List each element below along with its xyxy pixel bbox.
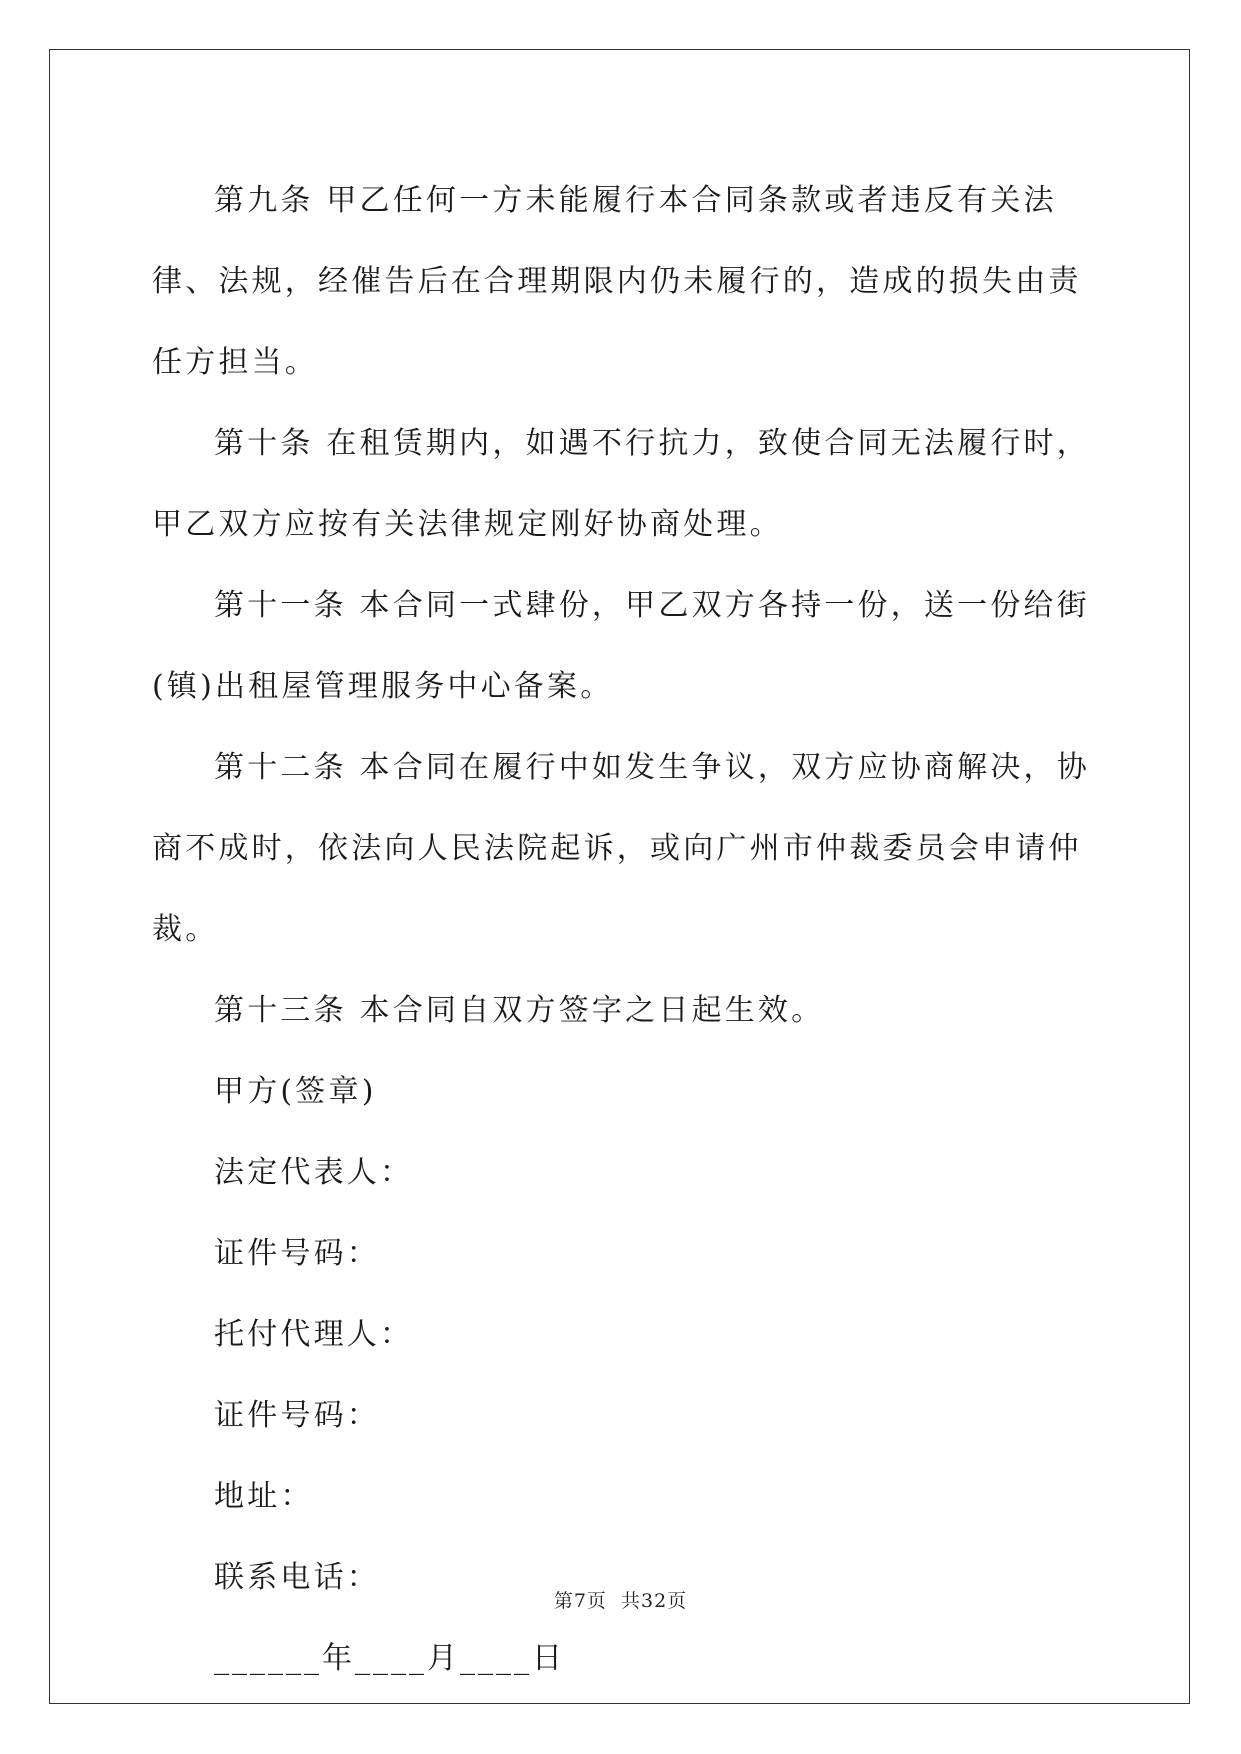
clause-13: 第十三条 本合同自双方签字之日起生效。 bbox=[214, 993, 825, 1028]
id-number-label: 证件号码： bbox=[214, 1236, 380, 1271]
authorized-agent-label: 托付代理人： bbox=[214, 1317, 414, 1352]
address-label: 地址： bbox=[214, 1479, 314, 1514]
clause-12: 第十二条 本合同在履行中如发生争议，双方应协商解决，协商不成时，依法向人民法院起诉，或向广州市仲裁委员会申请仲裁。 bbox=[152, 750, 1090, 947]
signing-date-line: ______年____月____日 bbox=[214, 1641, 565, 1676]
party-a-signature-label: 甲方(签章) bbox=[214, 1074, 377, 1109]
clause-9: 第九条 甲乙任何一方未能履行本合同条款或者违反有关法律、法规，经催告后在合理期限内仍未履行的，造成的损失由责任方担当。 bbox=[152, 183, 1082, 380]
clause-10: 第十条 在租赁期内，如遇不行抗力，致使合同无法履行时，甲乙双方应按有关法律规定刚好协商处理。 bbox=[152, 426, 1090, 542]
clause-11: 第十一条 本合同一式肆份，甲乙双方各持一份，送一份给街(镇)出租屋管理服务中心备案。 bbox=[152, 588, 1090, 704]
document-body bbox=[152, 160, 1090, 1699]
legal-representative-label: 法定代表人： bbox=[214, 1155, 414, 1190]
page-footer: 第7页 共32页 bbox=[553, 1590, 688, 1612]
agent-id-number-label: 证件号码： bbox=[214, 1398, 380, 1433]
contact-phone-label: 联系电话： bbox=[214, 1560, 380, 1595]
